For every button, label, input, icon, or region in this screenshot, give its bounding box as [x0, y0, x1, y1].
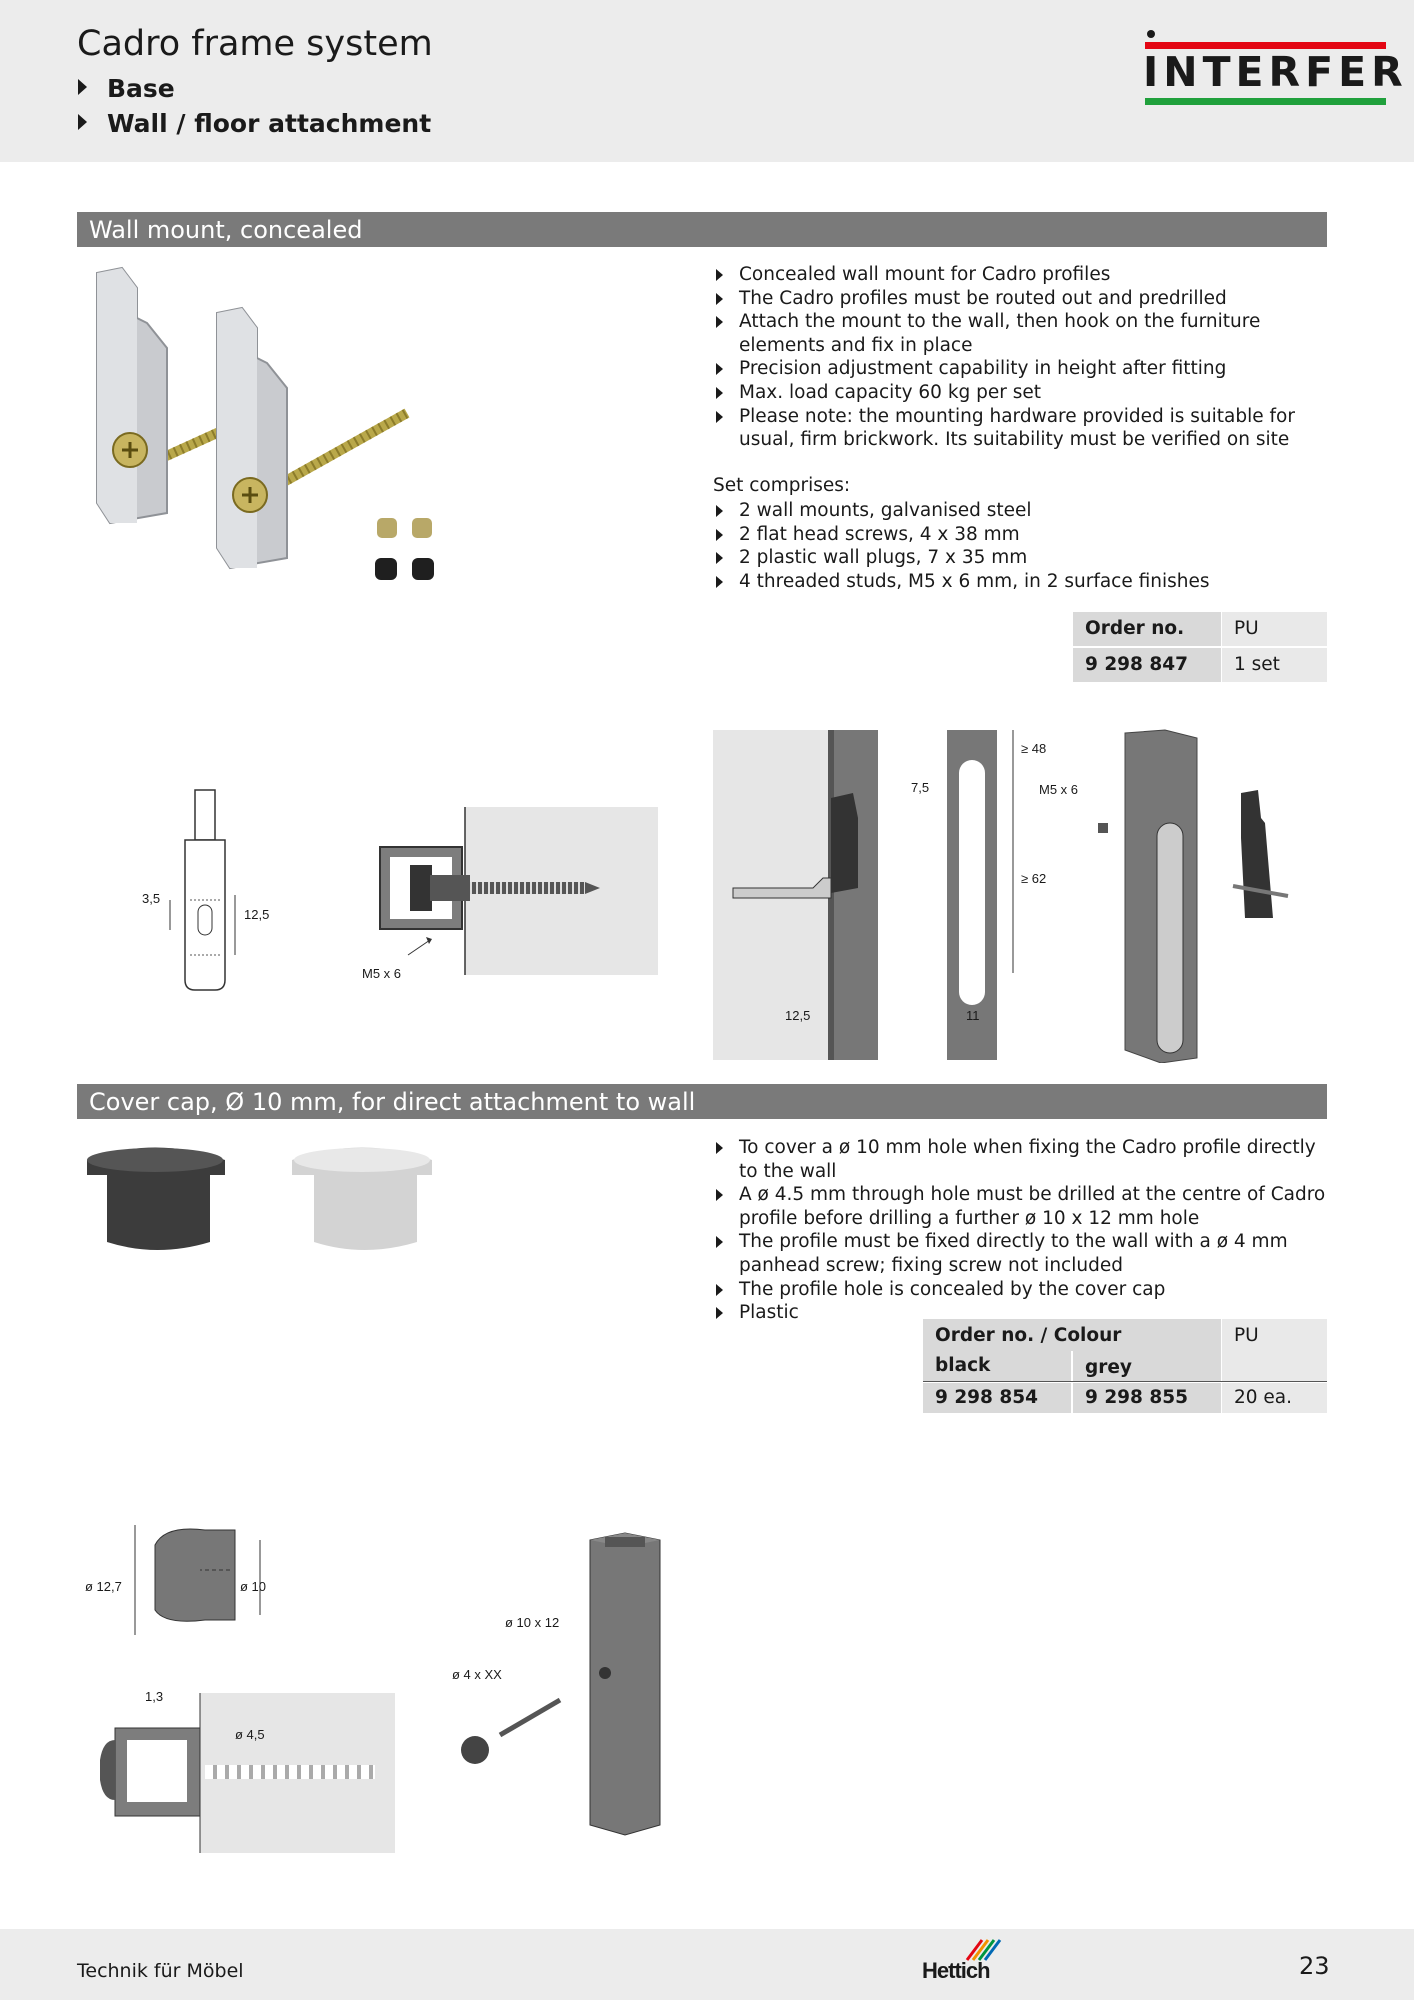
table-cell-pu: 1 set	[1222, 648, 1327, 682]
dim-label: M5 x 6	[362, 966, 402, 981]
post-with-screw-drawing	[440, 1525, 690, 1840]
section-title-wall-mount: Wall mount, concealed	[77, 212, 1327, 247]
triangle-right-icon	[78, 79, 87, 95]
breadcrumb-label: Wall / floor attachment	[107, 109, 432, 138]
wall-mount-dimension-drawing	[130, 780, 290, 1000]
table-cell-black-no: 9 298 854	[923, 1383, 1071, 1413]
set-items-list	[713, 499, 1333, 593]
dim-label: 3,5	[142, 891, 161, 906]
dim-label: ø 12,7	[85, 1579, 122, 1594]
cover-cap-dimension-drawing	[75, 1520, 395, 1860]
hettich-wordmark: Hettich	[922, 1958, 990, 1983]
list-item: Precision adjustment capability in height after fitting	[713, 357, 1333, 381]
table-cell-order-no: 9 298 847	[1073, 648, 1221, 682]
dim-label: 7,5	[911, 780, 930, 795]
list-item: Concealed wall mount for Cadro profiles	[713, 263, 1333, 287]
dim-label: ø 4 x XX	[452, 1667, 502, 1682]
list-item: 4 threaded studs, M5 x 6 mm, in 2 surface finishes	[713, 570, 1333, 594]
cover-cap-feature-list	[713, 1136, 1333, 1325]
list-item: To cover a ø 10 mm hole when fixing the Cadro profile directly to the wall	[713, 1136, 1333, 1183]
page-number: 23	[1299, 1952, 1330, 1980]
interfer-logo	[1143, 28, 1408, 108]
table-header-black: black	[923, 1351, 1071, 1381]
profile-with-screw-drawing	[360, 805, 660, 990]
triangle-right-icon	[78, 114, 87, 130]
table-divider	[923, 1381, 1327, 1382]
table-header-order-no: Order no.	[1073, 612, 1221, 646]
page-title: Cadro frame system	[77, 24, 433, 64]
dim-label: M5 x 6	[1039, 782, 1079, 797]
section-title-cover-cap: Cover cap, Ø 10 mm, for direct attachment to wall	[77, 1084, 1327, 1119]
table-cell-grey-no: 9 298 855	[1072, 1383, 1221, 1413]
list-item: The profile hole is concealed by the cover cap	[713, 1278, 1333, 1302]
cover-cap-product-photo	[85, 1140, 485, 1255]
hettich-logo	[922, 1938, 1002, 1990]
list-item: Max. load capacity 60 kg per set	[713, 381, 1333, 405]
dim-label: 11	[966, 1008, 980, 1023]
table-cell-pu: 20 ea.	[1222, 1383, 1327, 1413]
breadcrumb-item-wall-floor	[78, 109, 431, 138]
dim-label: ø 10 x 12	[505, 1615, 560, 1630]
dim-label: ≥ 48	[1021, 741, 1047, 756]
list-item: Attach the mount to the wall, then hook on the furniture elements and fix in place	[713, 310, 1333, 357]
wall-mount-feature-list	[713, 263, 1333, 452]
list-item: 2 wall mounts, galvanised steel	[713, 499, 1333, 523]
dim-label: ø 10	[240, 1579, 267, 1594]
dim-label: 12,5	[785, 1008, 811, 1023]
list-item: Plastic	[713, 1301, 1333, 1325]
footer-tagline: Technik für Möbel	[77, 1960, 244, 1982]
set-comprises-heading: Set comprises:	[713, 475, 851, 496]
routed-profile-installation-drawing	[713, 728, 1313, 1063]
breadcrumb-label: Base	[107, 74, 175, 103]
dim-label: 12,5	[244, 907, 270, 922]
table-header-pu: PU	[1222, 1319, 1327, 1381]
list-item: Please note: the mounting hardware provided is suitable for usual, firm brickwork. Its suitability must be verified on site	[713, 405, 1333, 452]
dim-label: ≥ 62	[1021, 871, 1047, 886]
table-header-order-colour: Order no. / Colour	[923, 1319, 1221, 1351]
logo-text: INTERFER	[1143, 48, 1408, 96]
dim-label: 1,3	[145, 1689, 164, 1704]
table-header-pu: PU	[1222, 612, 1327, 646]
screw-shape-2	[282, 413, 407, 483]
list-item: 2 plastic wall plugs, 7 x 35 mm	[713, 546, 1333, 570]
logo-green-stripe	[1145, 98, 1386, 105]
wall-mount-product-photo	[82, 258, 472, 618]
breadcrumb-item-base	[78, 74, 175, 103]
logo-dot	[1147, 30, 1155, 38]
list-item: The profile must be fixed directly to the wall with a ø 4 mm panhead screw; fixing screw not included	[713, 1230, 1333, 1277]
list-item: 2 flat head screws, 4 x 38 mm	[713, 523, 1333, 547]
list-item: The Cadro profiles must be routed out and predrilled	[713, 287, 1333, 311]
list-item: A ø 4.5 mm through hole must be drilled at the centre of Cadro profile before drilling a further ø 10 x 12 mm hole	[713, 1183, 1333, 1230]
table-header-grey: grey	[1072, 1351, 1221, 1381]
dim-label: ø 4,5	[235, 1727, 265, 1742]
